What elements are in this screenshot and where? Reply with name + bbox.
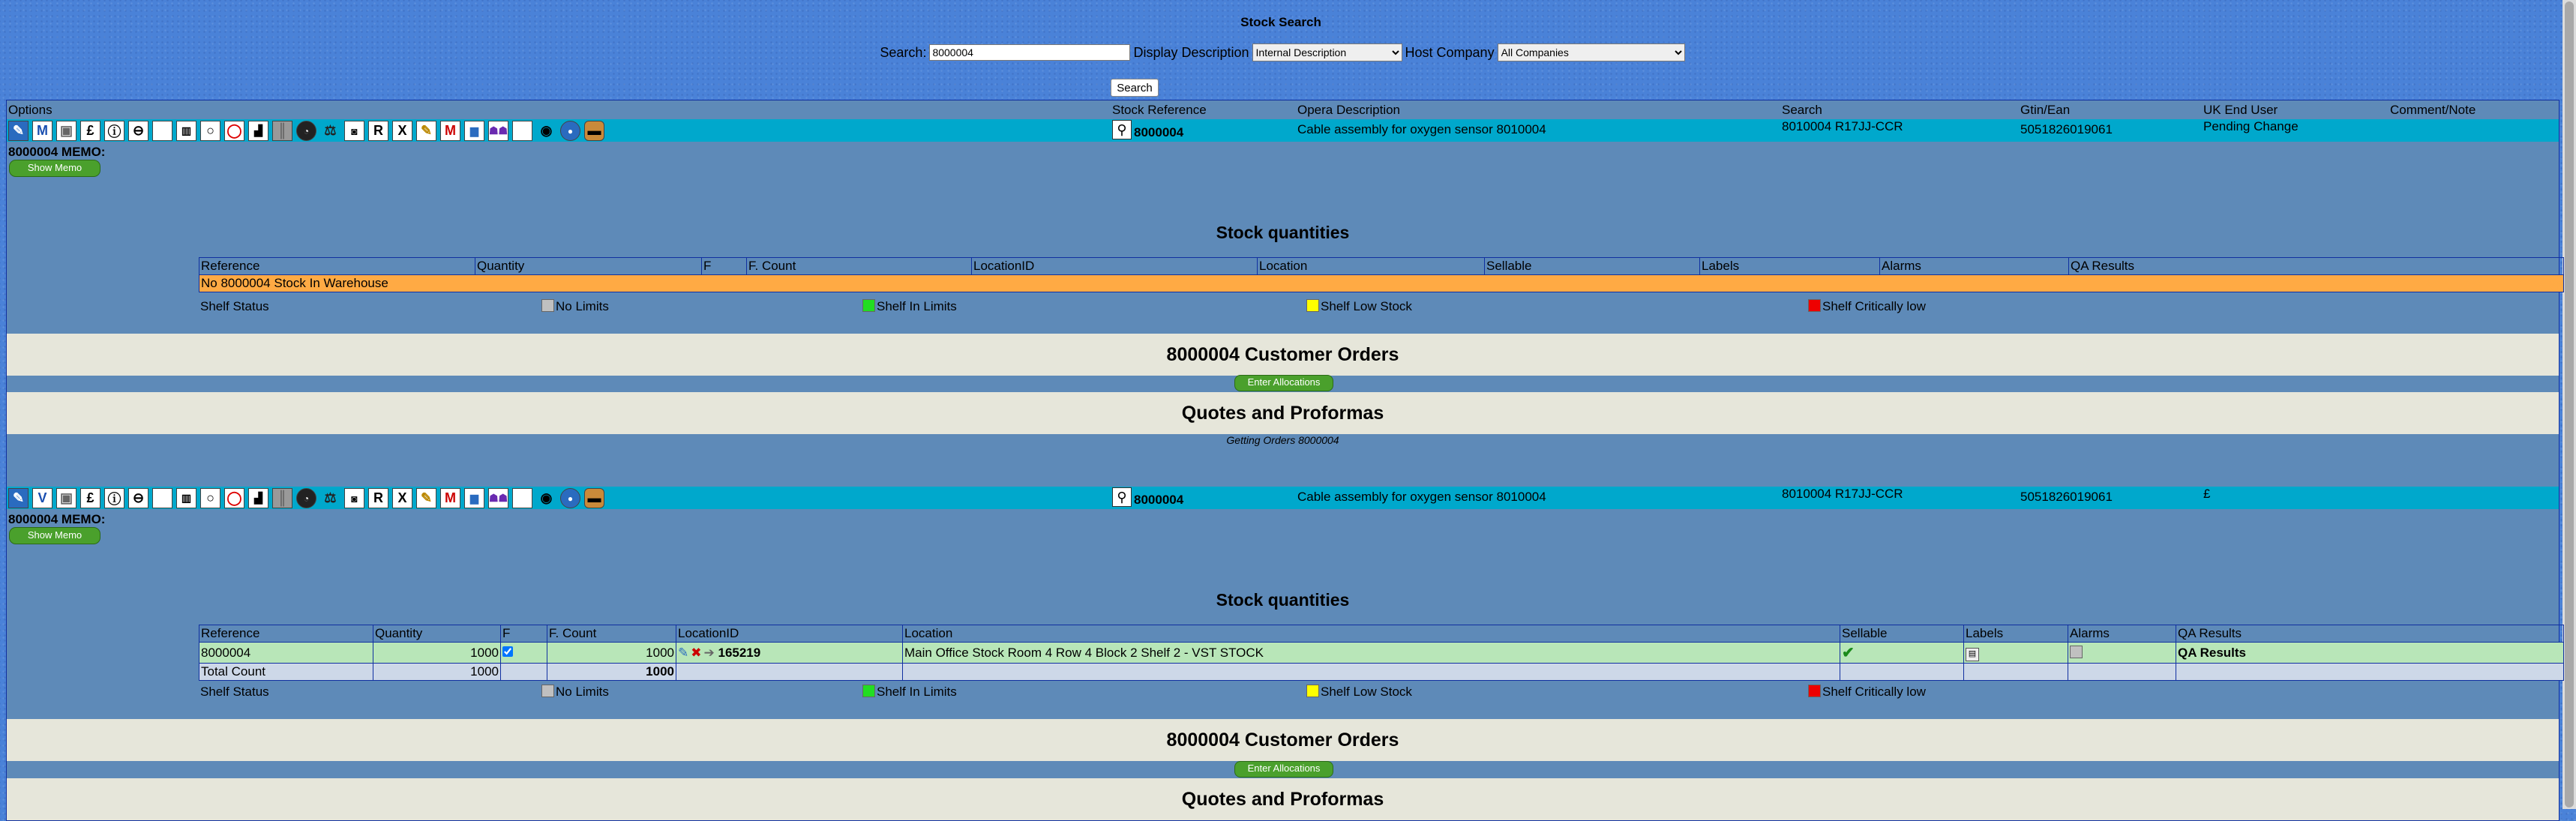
gtin: 5051826019061 [2020,122,2113,136]
building-icon[interactable]: ▥ [176,488,196,508]
customer-orders-band [7,334,2559,376]
search-button[interactable]: Search [1111,79,1159,97]
opera-description: Cable assembly for oxygen sensor 8010004 [1297,490,1546,504]
clock-icon[interactable]: ◔ [296,488,316,508]
in-limits-swatch [862,685,875,697]
search-label: Search: [880,44,927,60]
col-alarms: Alarms [1880,258,2069,275]
row-location-id-cell [676,643,903,664]
in-limits-label: Shelf In Limits [877,299,957,313]
col-location: Location [1258,258,1485,275]
row-quantity: 1000 [373,643,501,664]
vertical-scrollbar[interactable] [2563,0,2576,809]
no-stock-row [199,275,2564,292]
circle-icon[interactable]: ○ [200,121,220,141]
eye-icon[interactable]: ◉ [540,123,553,138]
m-icon[interactable]: M [32,121,52,141]
header-search: Search [1782,103,1822,117]
stock-quantities-title: Stock quantities [1216,590,1350,610]
chart-icon[interactable]: ▆ [464,121,484,141]
results-panel [6,100,2560,821]
host-company-select[interactable] [1498,43,1685,61]
row-alarms-cell [2068,643,2176,664]
shelf-status-legend [199,298,2564,316]
chart-icon[interactable]: ▆ [464,488,484,508]
stock-quantities-title: Stock quantities [1216,223,1350,242]
uk-end-user: Pending Change [2203,119,2299,133]
col-alarms: Alarms [2068,625,2176,643]
row-reference: 8000004 [199,643,373,664]
col-reference: Reference [199,258,475,275]
x-icon[interactable]: X [392,488,412,508]
shelf-status-legend [199,683,2564,701]
col-f-count: F. Count [547,625,676,643]
critical-label: Shelf Critically low [1822,299,1926,313]
row-location-id[interactable]: 165219 [718,645,761,660]
magnifier-icon[interactable]: ⚲ [1112,120,1132,139]
table-header-row [199,625,2564,643]
edit-location-icon[interactable]: ✎ [678,645,689,660]
header-gtin: Gtin/Ean [2020,103,2071,117]
people-icon[interactable]: ☗☗ [488,488,508,508]
customer-orders-title: 8000004 Customer Orders [1166,730,1399,751]
edit-icon[interactable]: ✎ [8,121,28,141]
total-empty-4 [1964,664,2068,681]
customer-orders-title: 8000004 Customer Orders [1166,344,1399,365]
building-icon[interactable]: ▥ [176,121,196,141]
delete-location-icon[interactable]: ✖ [691,645,702,660]
total-empty-1 [676,664,903,681]
stock-item-row [7,487,2559,509]
critical-label: Shelf Critically low [1822,685,1926,699]
quotes-title: Quotes and Proformas [1181,789,1384,810]
col-qa-results: QA Results [2069,258,2564,275]
scroll-thumb[interactable] [2565,1,2574,808]
info-icon[interactable]: ⓘ [104,121,124,141]
results-header [7,100,2559,119]
stock-quantities-table [199,257,2564,292]
disk-icon[interactable]: ⊖ [128,488,148,508]
low-stock-swatch [1306,299,1319,312]
in-limits-label: Shelf In Limits [877,685,957,699]
col-reference: Reference [199,625,373,643]
total-empty-6 [2176,664,2564,681]
row-location: Main Office Stock Room 4 Row 4 Block 2 Shelf 2 - VST STOCK [903,643,1840,664]
col-location-id: LocationID [676,625,903,643]
pound-icon[interactable]: £ [80,488,100,508]
page-title: Stock Search [1240,15,1321,29]
row-f-count: 1000 [547,643,676,664]
memo-label: 8000004 MEMO: [8,145,106,159]
display-description-select[interactable] [1252,43,1402,61]
label-icon[interactable]: ▤ [1966,648,1979,661]
table-row [199,643,2564,664]
options-toolbar [8,121,608,142]
search-term: 8010004 R17JJ-CCR [1782,119,1903,133]
total-row [199,664,2564,681]
scales-icon[interactable]: ⚖ [324,490,337,505]
m-red-icon[interactable]: M [440,121,460,141]
magnifier-icon[interactable]: ⚲ [1112,487,1132,507]
search-input[interactable] [929,44,1130,61]
sellable-check-icon: ✔ [1842,645,1855,661]
scales-icon[interactable]: ⚖ [324,123,337,138]
row-f-cell [501,643,547,664]
col-location-id: LocationID [972,258,1258,275]
col-quantity: Quantity [475,258,702,275]
col-f-count: F. Count [747,258,972,275]
barcode-icon[interactable]: ║ [272,488,292,508]
circle-icon[interactable]: ○ [200,488,220,508]
enter-allocations-button[interactable]: Enter Allocations [1234,375,1333,391]
stock-reference[interactable]: 8000004 [1134,125,1184,139]
total-empty-3 [1840,664,1964,681]
low-stock-swatch [1306,685,1319,697]
r-icon[interactable]: R [368,121,388,141]
blank-icon[interactable] [152,121,172,141]
camera-icon[interactable]: ◙ [344,488,364,508]
disc-icon[interactable]: ● [560,121,580,141]
stock-reference[interactable]: 8000004 [1134,493,1184,507]
barcode-icon[interactable]: ║ [272,121,292,141]
col-location: Location [903,625,1840,643]
clock-icon[interactable]: ◔ [296,121,316,141]
quotes-band [7,778,2559,820]
edit-icon[interactable]: ✎ [8,488,28,508]
options-toolbar [8,488,608,509]
no-limits-swatch [541,685,554,697]
alarm-status-swatch [2070,646,2083,658]
v-icon[interactable]: V [32,488,52,508]
memo-label: 8000004 MEMO: [8,512,106,526]
row-labels-cell [1964,643,2068,664]
red-ring-icon[interactable]: ◯ [224,121,244,141]
disc-icon[interactable]: ● [560,488,580,508]
blank-icon[interactable] [152,488,172,508]
m-red-icon[interactable]: M [440,488,460,508]
uk-end-user: £ [2203,487,2211,501]
total-empty-5 [2068,664,2176,681]
eye-icon[interactable]: ◉ [540,490,553,505]
col-sellable: Sellable [1485,258,1700,275]
note-icon[interactable]: ✎ [416,121,436,141]
col-sellable: Sellable [1840,625,1964,643]
total-empty-2 [903,664,1840,681]
r-icon[interactable]: R [368,488,388,508]
enter-allocations-button[interactable]: Enter Allocations [1234,761,1333,778]
no-limits-label: No Limits [556,299,609,313]
blank2-icon[interactable] [512,488,532,508]
shelf-status-label: Shelf Status [200,685,269,699]
header-options: Options [8,103,52,117]
no-stock-message: No 8000004 Stock In Warehouse [199,275,2564,292]
col-quantity: Quantity [373,625,501,643]
factory-icon[interactable]: ▟ [248,488,268,508]
search-term: 8010004 R17JJ-CCR [1782,487,1903,501]
display-description-label: Display Description [1133,44,1249,60]
col-f: F [501,625,547,643]
no-limits-label: No Limits [556,685,609,699]
total-f-count: 1000 [547,664,676,681]
opera-description: Cable assembly for oxygen sensor 8010004 [1297,122,1546,136]
x-icon[interactable]: X [392,121,412,141]
col-f: F [702,258,747,275]
total-f-empty [501,664,547,681]
box-icon[interactable]: ▣ [56,488,76,508]
pound-icon[interactable]: £ [80,121,100,141]
jar-icon[interactable]: ▬ [584,121,604,141]
header-comment: Comment/Note [2390,103,2476,117]
critical-swatch [1808,299,1821,312]
quotes-band [7,392,2559,434]
row-qa-results[interactable]: QA Results [2176,643,2564,664]
getting-orders-status: Getting Orders 8000004 [1226,434,1339,446]
critical-swatch [1808,685,1821,697]
camera-icon[interactable]: ◙ [344,121,364,141]
header-uk-end-user: UK End User [2203,103,2278,117]
total-label: Total Count [199,664,373,681]
customer-orders-band [7,719,2559,761]
low-stock-label: Shelf Low Stock [1321,299,1412,313]
people-icon[interactable]: ☗☗ [488,121,508,141]
stock-quantities-table [199,625,2564,681]
info-icon[interactable]: ⓘ [104,488,124,508]
in-limits-swatch [862,299,875,312]
show-memo-button[interactable]: Show Memo [9,527,100,544]
total-quantity: 1000 [373,664,501,681]
no-limits-swatch [541,299,554,312]
col-labels: Labels [1964,625,2068,643]
low-stock-label: Shelf Low Stock [1321,685,1412,699]
move-location-icon[interactable]: ➔ [703,645,715,660]
f-checkbox[interactable] [502,646,513,657]
table-header-row [199,258,2564,275]
red-ring-icon[interactable]: ◯ [224,488,244,508]
header-stock-reference: Stock Reference [1112,103,1207,117]
col-labels: Labels [1700,258,1880,275]
stock-item-row [7,119,2559,142]
gtin: 5051826019061 [2020,490,2113,504]
box-icon[interactable]: ▣ [56,121,76,141]
disk-icon[interactable]: ⊖ [128,121,148,141]
row-sellable-cell [1840,643,1964,664]
col-qa-results: QA Results [2176,625,2564,643]
search-bar [0,43,2562,61]
note-icon[interactable]: ✎ [416,488,436,508]
header-opera-description: Opera Description [1297,103,1401,117]
shelf-status-label: Shelf Status [200,299,269,313]
host-company-label: Host Company [1405,44,1495,60]
show-memo-button[interactable]: Show Memo [9,160,100,177]
quotes-title: Quotes and Proformas [1181,403,1384,424]
blank2-icon[interactable] [512,121,532,141]
jar-icon[interactable]: ▬ [584,488,604,508]
factory-icon[interactable]: ▟ [248,121,268,141]
